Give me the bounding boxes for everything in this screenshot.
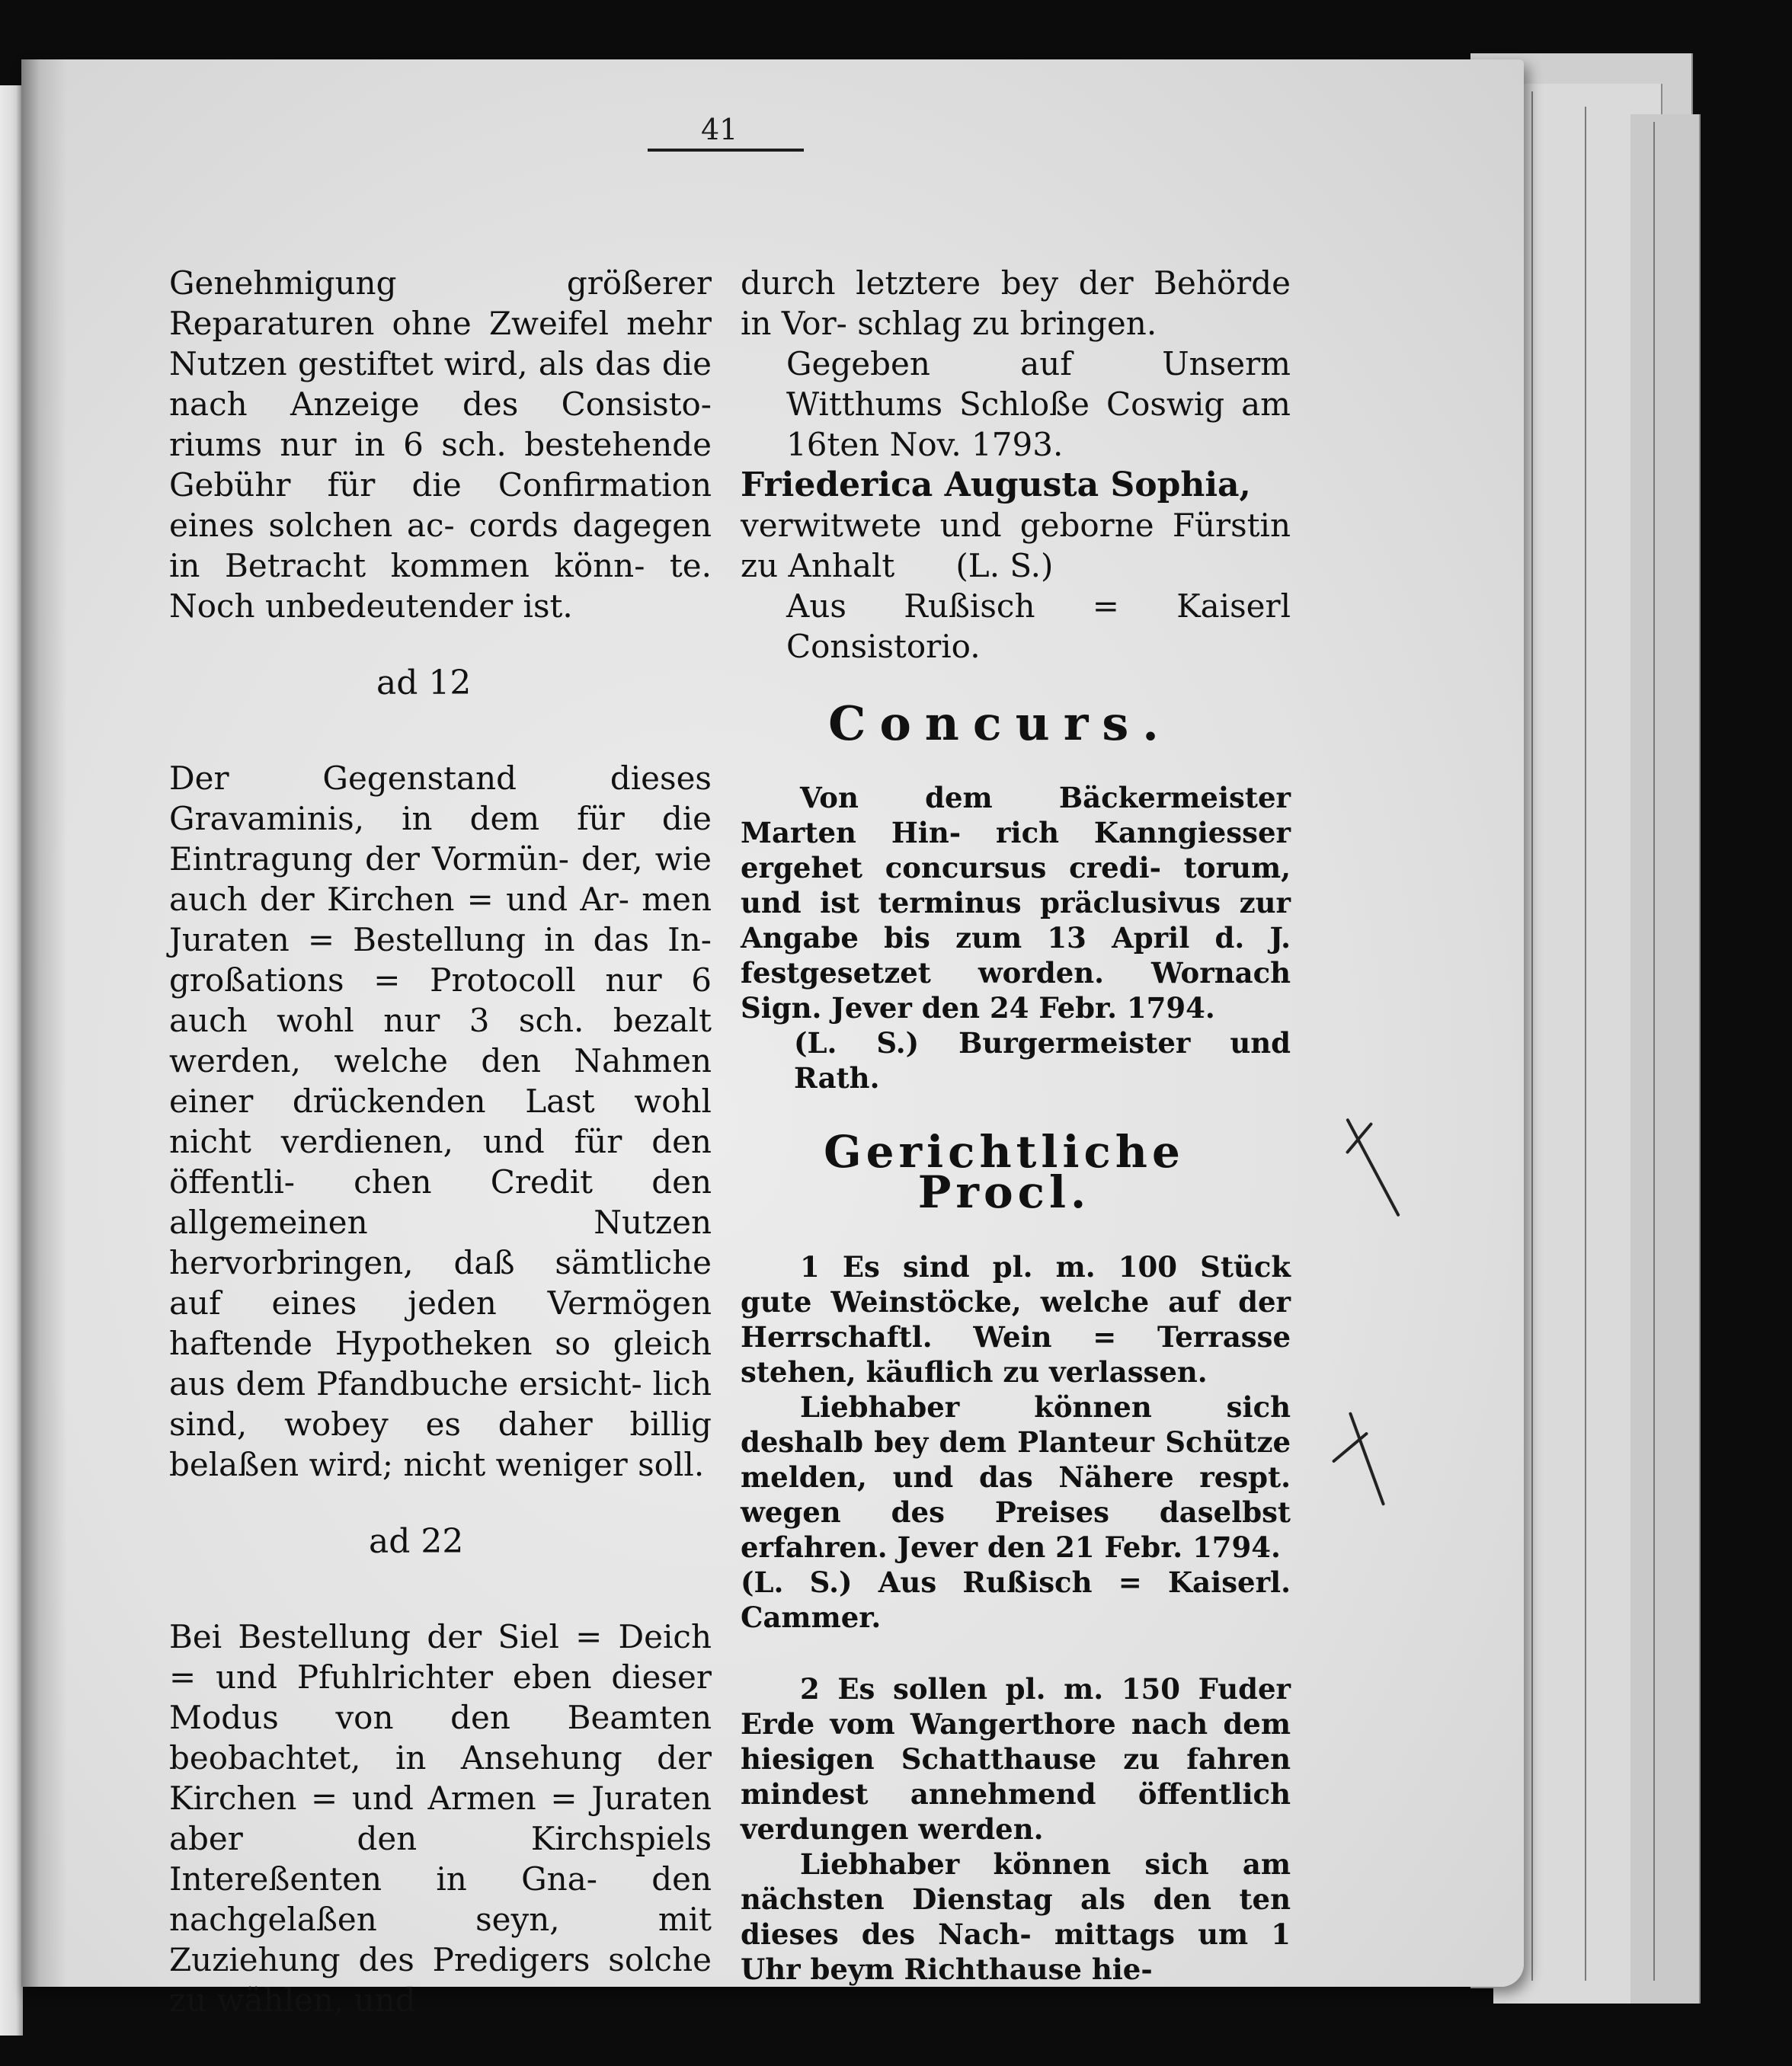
page-number: 41: [701, 113, 738, 146]
section-title: Concurs.: [828, 696, 1173, 751]
paragraph: durch letztere bey der Behörde in Vor- schlag zu bringen.: [741, 264, 1291, 342]
signer-name: Friederica Augusta Sophia,: [741, 465, 1251, 504]
notice-text: 2 Es sollen pl. m. 150 Fuder Erde vom Wangerthore nach dem hiesigen Schatthause zu fahren mindest annehmend öffentlich verdungen werden.: [741, 1672, 1291, 1846]
left-page-edge: [0, 85, 23, 2036]
gutter-shadow: [21, 59, 67, 1987]
notice-signature: (L. S.) Aus Rußisch = Kaiserl. Cammer.: [741, 1565, 1291, 1634]
page-stack: [1630, 114, 1701, 2004]
notice-text: 1 Es sind pl. m. 100 Stück gute Weinstöcke, welche auf der Herrschaftl. Wein = Terrasse stehen, käuflich zu verlassen.: [741, 1250, 1291, 1389]
paragraph: Genehmigung größerer Reparaturen ohne Zweifel mehr Nutzen gestiftet wird, als das die nach Anzeige des Consisto- riums nur in 6 sch. bestehende Gebühr für die Confirmation eines solchen ac- cords dagegen in Betracht kommen könn- te. Noch unbedeutender ist.: [169, 264, 712, 625]
page-edge-line: [1585, 107, 1586, 1981]
section-title: Gerichtliche Procl.: [824, 1126, 1185, 1218]
header-rule: [648, 149, 804, 152]
signer-title-text: verwitwete und geborne Fürstin zu Anhalt: [741, 507, 1291, 584]
signer-title: [741, 505, 1291, 586]
section-heading: ad 22: [369, 1522, 464, 1561]
dateline: Gegeben auf Unserm Witthums Schloße Coswig am 16ten Nov. 1793.: [786, 345, 1291, 463]
paragraph: Bei Bestellung der Siel = Deich = und Pfuhlrichter eben dieser Modus von den Beamten beobachtet, in Ansehung der Kirchen = und Armen = Juraten aber den Kirchspiels Intereßenten in Gna- den nachgelaßen seyn, mit Zuziehung des Predigers solche zu wählen, und: [169, 1618, 712, 2019]
notice-text: Liebhaber können sich deshalb bey dem Planteur Schütze melden, und das Nähere respt. wegen des Preises daselbst erfahren. Jever den 21 Febr. 1794.: [741, 1390, 1291, 1564]
section-heading: ad 12: [376, 664, 472, 702]
left-column: [169, 263, 712, 2020]
notice-text: Von dem Bäckermeister Marten Hin- rich Kanngiesser ergehet concursus credi- torum, und ist terminus präclusivus zur Angabe bis zum 13 April d. J. festgesetzet worden. Wornach Sign. Jever den 24 Febr. 1794.: [741, 781, 1291, 1025]
seal-mark: (L. S.): [955, 547, 1054, 584]
page-edge-line: [1531, 91, 1533, 1981]
notice-text: Liebhaber können sich am nächsten Dienstag als den ten dieses des Nach- mittags um 1 Uhr beym Richthause hie-: [741, 1847, 1291, 1986]
right-column: [741, 263, 1291, 1987]
authority-line: Aus Rußisch = Kaiserl Consistorio.: [786, 587, 1291, 665]
paragraph: Der Gegenstand dieses Gravaminis, in dem für die Eintragung der Vormün- der, wie auch der Kirchen = und Ar- men Juraten = Bestellung in das In- großations = Protocoll nur 6 auch wohl nur 3 sch. bezalt werden, welche den Nahmen einer drückenden Last wohl nicht verdienen, und für den öffentli- chen Credit den allgemeinen Nutzen hervorbringen, daß sämtliche auf eines jeden Vermögen haftende Hypotheken so gleich aus dem Pfandbuche ersicht- lich sind, wobey es daher billig belaßen wird; nicht weniger soll.: [169, 760, 712, 1483]
page-edge-line: [1653, 122, 1655, 1981]
notice-signature: (L. S.) Burgermeister und Rath.: [794, 1026, 1291, 1095]
